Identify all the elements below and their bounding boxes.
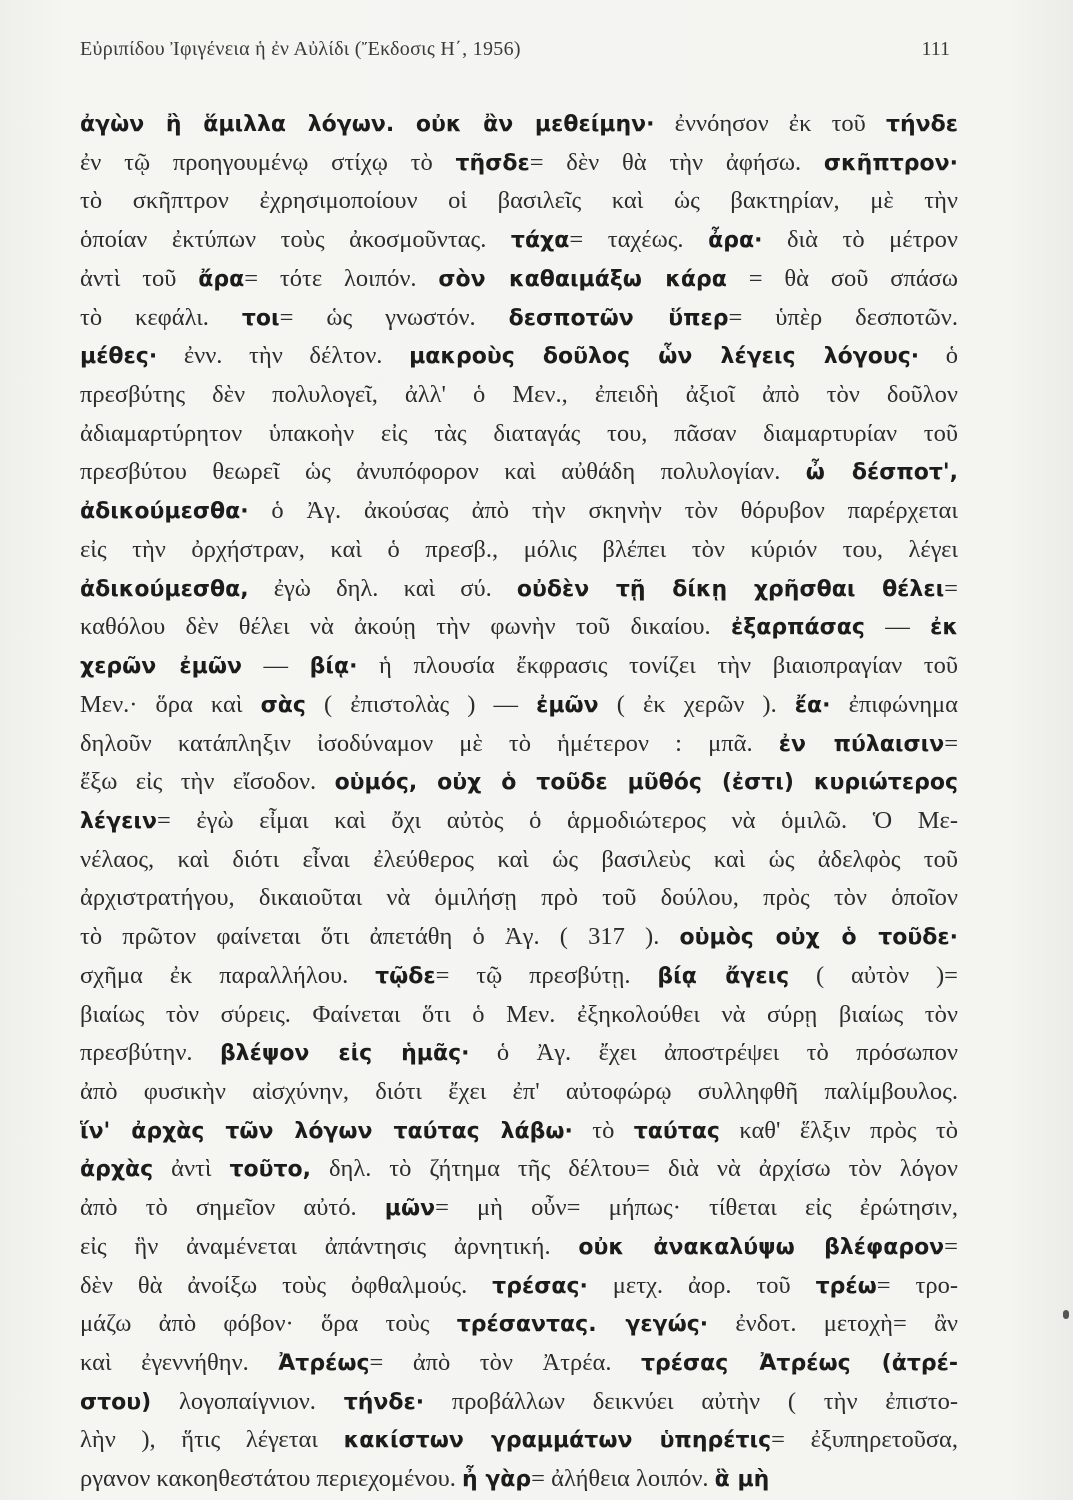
lemma-term: τῷδε xyxy=(375,963,436,989)
text-line xyxy=(80,1383,958,1422)
gloss-text: ἐνν. τὴν δέλτον. xyxy=(157,342,410,370)
gloss-text: πρεσβύτης δὲν πολυλογεῖ, ἀλλ' ὁ Μεν., ἐπειδὴ ἀξιοῖ ἀπὸ τὸν δοῦλον xyxy=(80,381,958,409)
lemma-term: τοι xyxy=(241,305,280,331)
text-line xyxy=(80,1150,958,1189)
gloss-text: = ὡς γνωστόν. xyxy=(279,303,509,331)
lemma-term: χερῶν ἐμῶν xyxy=(80,654,242,680)
gloss-text: δηλοῦν κατάπληξιν ἰσοδύναμον μὲ τὸ ἡμέτερον : μπᾶ. xyxy=(80,729,779,757)
lemma-term: ὦ δέσποτ', xyxy=(805,460,958,486)
text-line xyxy=(80,1034,958,1073)
lemma-term: ταύτας xyxy=(633,1118,720,1144)
text-line xyxy=(80,1344,958,1383)
gloss-text: ἀντὶ xyxy=(153,1155,230,1183)
gloss-text: μάζω ἀπὸ φόβον· ὅρα τοὺς xyxy=(80,1310,457,1338)
text-line xyxy=(80,802,958,841)
gloss-text: ργανον κακοηθεστάτου περιεχομένου. xyxy=(80,1465,462,1493)
lemma-term: ἔα· xyxy=(794,692,831,718)
lemma-term: ἀγὼν ἢ ἅμιλλα λόγων. οὐκ ἂν μεθείμην· xyxy=(80,112,655,137)
text-line xyxy=(80,918,958,957)
gloss-text: ἡ πλουσία ἔκφρασις τονίζει τὴν βιαιοπραγίαν τοῦ xyxy=(357,652,958,680)
gloss-text: = xyxy=(944,729,958,757)
gloss-text: = ταχέως. xyxy=(569,226,709,254)
gloss-text: ( αὐτὸν )= xyxy=(789,961,958,989)
gloss-text: τὸ κεφάλι. xyxy=(80,303,242,331)
lemma-term: ἐμῶν xyxy=(536,692,599,718)
gloss-text: τὸ xyxy=(572,1116,634,1144)
running-head: Εὐριπίδου Ἰφιγένεια ἡ ἐν Αὐλίδι (Ἔκδοσις Η΄, 1956) xyxy=(80,38,521,60)
lemma-term: ἦ γὰρ xyxy=(462,1467,532,1493)
text-line xyxy=(80,763,958,802)
lemma-term: τῆσδε xyxy=(455,150,530,176)
gloss-text: ὁ Ἀγ. ἀκούσας ἀπὸ τὴν σκηνὴν τὸν θόρυβον παρέρχεται xyxy=(248,497,958,525)
lemma-term: κακίστων γραμμάτων ὑπηρέτις xyxy=(343,1428,772,1454)
text-line xyxy=(80,376,958,415)
gloss-text: = ἐγὼ εἶμαι καὶ ὄχι αὐτὸς ὁ ἁρμοδιώτερος νὰ ὁμιλῶ. Ὁ Με- xyxy=(156,806,958,834)
lemma-term: λέγειν xyxy=(80,808,157,834)
text-line xyxy=(80,144,958,183)
gloss-text: = δὲν θὰ τὴν ἀφήσω. xyxy=(529,148,824,176)
text-line xyxy=(80,1189,958,1228)
text-line xyxy=(80,453,958,492)
lemma-term: βίᾳ· xyxy=(309,654,358,680)
text-line xyxy=(80,570,958,609)
gloss-text: ὁποίαν ἐκτύπων τοὺς ἀκοσμοῦντας. xyxy=(80,226,511,254)
gloss-text: ἐννόησον ἐκ τοῦ xyxy=(654,110,886,137)
text-line xyxy=(80,1305,958,1344)
lemma-term: ἀδικούμεσθα· xyxy=(80,499,249,525)
gloss-text: σχῆμα ἐκ παραλλήλου. xyxy=(80,961,376,989)
gloss-text: ἀπὸ τὸ σημεῖον αὐτό. xyxy=(80,1194,385,1222)
gloss-text: = ἐξυπηρετοῦσα, xyxy=(771,1426,958,1454)
gloss-text: καθόλου δὲν θέλει νὰ ἀκούῃ τὴν φωνὴν τοῦ δικαίου. xyxy=(80,613,732,641)
gloss-text: ἔξω εἰς τὴν εἴσοδον. xyxy=(80,768,335,796)
gloss-text: ἐνδοτ. μετοχὴ= ἂν xyxy=(708,1310,958,1338)
text-line xyxy=(80,105,958,144)
lemma-term: ἀρχὰς xyxy=(80,1157,154,1183)
commentary-text xyxy=(80,105,958,1499)
lemma-term: δεσποτῶν ὕπερ xyxy=(508,305,729,331)
gloss-text: διὰ τὸ μέτρον xyxy=(762,226,958,254)
lemma-term: στου) xyxy=(80,1389,152,1415)
text-line xyxy=(80,1267,958,1306)
text-line xyxy=(80,415,958,454)
text-line xyxy=(80,686,958,725)
lemma-term: τάχα xyxy=(510,228,570,254)
lemma-term: τήνδε· xyxy=(343,1389,425,1415)
gloss-text: = θὰ σοῦ σπάσω xyxy=(726,264,958,292)
gloss-text: = τρο- xyxy=(876,1271,958,1299)
lemma-term: ἄρα xyxy=(198,266,245,292)
lemma-term: οὐδὲν τῇ δίκῃ χρῆσθαι θέλει xyxy=(516,576,945,602)
gloss-text: πρεσβύτην. xyxy=(80,1039,220,1067)
gloss-text: λὴν ), ἥτις λέγεται xyxy=(80,1426,344,1454)
gloss-text: — xyxy=(241,652,310,680)
lemma-term: ἵν' ἀρχὰς τῶν λόγων ταύτας λάβω· xyxy=(80,1118,573,1144)
page-header xyxy=(80,30,950,70)
text-line xyxy=(80,1421,958,1460)
text-line xyxy=(80,647,958,686)
gloss-text: Μεν.· ὅρα καὶ xyxy=(80,690,261,718)
gloss-text: = μὴ οὖν= μήπως· τίθεται εἰς ἐρώτησιν, xyxy=(435,1194,958,1222)
gloss-text: νέλαος, καὶ διότι εἶναι ἐλεύθερος καὶ ὡς βασιλεὺς καὶ ὡς ἀδελφὸς τοῦ xyxy=(80,845,958,873)
lemma-term: σὰς xyxy=(260,692,306,718)
lemma-term: Ἀτρέως xyxy=(278,1351,370,1376)
lemma-term: τρέσας Ἀτρέως (ἀτρέ- xyxy=(641,1351,958,1376)
lemma-term: σὸν καθαιμάξω κάρα xyxy=(438,266,727,292)
gloss-text: ὁ Ἀγ. ἔχει ἀποστρέψει τὸ πρόσωπον xyxy=(469,1039,958,1067)
gloss-text: ἀντὶ τοῦ xyxy=(80,264,199,292)
lemma-term: τοῦτο, xyxy=(229,1157,312,1183)
gloss-text: ἀρχιστρατήγου, δικαιοῦται νὰ ὁμιλήσῃ πρὸ τοῦ δούλου, πρὸς τὸν ὁποῖον xyxy=(80,884,958,912)
lemma-term: οὑμὸς οὐχ ὁ τοῦδε· xyxy=(679,925,958,951)
lemma-term: σκῆπτρον· xyxy=(823,150,958,176)
lemma-term: τρέω xyxy=(815,1273,877,1299)
text-line xyxy=(80,996,958,1035)
gloss-text: εἰς τὴν ὀρχήστραν, καὶ ὁ πρεσβ., μόλις βλέπει τὸν κύριόν του, λέγει xyxy=(80,535,958,563)
text-line xyxy=(80,841,958,880)
gloss-text: μετχ. ἀορ. τοῦ xyxy=(587,1271,816,1299)
scan-speck xyxy=(1063,1310,1069,1319)
lemma-term: βλέψον εἰς ἡμᾶς· xyxy=(219,1041,470,1067)
lemma-term: μῶν xyxy=(384,1196,436,1222)
text-line xyxy=(80,1112,958,1151)
text-line xyxy=(80,725,958,764)
gloss-text: τὸ πρῶτον φαίνεται ὅτι ἀπετάθη ὁ Ἀγ. ( 317 ). xyxy=(80,923,680,951)
text-line xyxy=(80,492,958,531)
text-line xyxy=(80,608,958,647)
gloss-text: ὁ xyxy=(919,342,958,370)
lemma-term: ἐξαρπάσας xyxy=(731,615,865,641)
gloss-text: λογοπαίγνιον. xyxy=(151,1387,344,1415)
text-line xyxy=(80,1073,958,1112)
lemma-term: τρέσας· xyxy=(492,1273,588,1299)
gloss-text: ἐπιφώνημα xyxy=(830,690,958,718)
gloss-text: = τῷ πρεσβύτῃ. xyxy=(435,961,658,989)
text-line xyxy=(80,531,958,570)
gloss-text: δηλ. τὸ ζήτημα τῆς δέλτου= διὰ νὰ ἀρχίσω τὸν λόγον xyxy=(311,1155,958,1183)
gloss-text: ἐγὼ δηλ. καὶ σύ. xyxy=(248,574,517,602)
lemma-term: οὑμός, οὐχ ὁ τοῦδε μῦθός (ἐστι) κυριώτερος xyxy=(334,770,958,796)
text-line xyxy=(80,182,958,221)
gloss-text: καὶ ἐγεννήθην. xyxy=(80,1349,279,1376)
lemma-term: ἃ μὴ xyxy=(714,1467,770,1493)
gloss-text: ( ἐκ χερῶν ). xyxy=(598,690,795,718)
text-line xyxy=(80,879,958,918)
gloss-text: ἀπὸ φυσικὴν αἰσχύνην, διότι ἔχει ἐπ' αὐτοφώρῳ συλληφθῆ παλίμβουλος. xyxy=(80,1077,958,1105)
lemma-term: τήνδε xyxy=(885,112,958,137)
gloss-text: — xyxy=(864,613,931,641)
lemma-term: οὐκ ἀνακαλύψω βλέφαρον xyxy=(578,1234,945,1260)
lemma-term: βίᾳ ἄγεις xyxy=(657,963,790,989)
gloss-text: τὸ σκῆπτρον ἐχρησιμοποίουν οἱ βασιλεῖς καὶ ὡς βακτηρίαν, μὲ τὴν xyxy=(80,187,958,215)
gloss-text: δὲν θὰ ἀνοίξω τοὺς ὀφθαλμούς. xyxy=(80,1271,493,1299)
gloss-text: = τότε λοιπόν. xyxy=(244,264,439,292)
text-line xyxy=(80,260,958,299)
gloss-text: πρεσβύτου θεωρεῖ ὡς ἀνυπόφορον καὶ αὐθάδη πολυλογίαν. xyxy=(80,458,806,486)
gloss-text: ἀδιαμαρτύρητον ὑπακοὴν εἰς τὰς διαταγάς του, πᾶσαν διαμαρτυρίαν τοῦ xyxy=(80,419,958,447)
text-line xyxy=(80,337,958,376)
gloss-text: = ἀλήθεια λοιπόν. xyxy=(531,1465,715,1493)
gloss-text: καθ' ἕλξιν πρὸς τὸ xyxy=(719,1116,958,1144)
lemma-term: μακροὺς δοῦλος ὧν λέγεις λόγους· xyxy=(409,344,920,370)
text-line xyxy=(80,221,958,260)
text-line xyxy=(80,1228,958,1267)
gloss-text: = xyxy=(944,574,958,602)
gloss-text: = xyxy=(944,1232,958,1260)
lemma-term: τρέσαντας. γεγώς· xyxy=(456,1312,709,1338)
gloss-text: βιαίως τὸν σύρεις. Φαίνεται ὅτι ὁ Μεν. ἐξηκολούθει νὰ σύρῃ βιαίως τὸν xyxy=(80,1000,958,1028)
gloss-text: εἰς ἣν ἀναμένεται ἀπάντησις ἀρνητική. xyxy=(80,1232,579,1260)
text-line xyxy=(80,957,958,996)
lemma-term: ἆρα· xyxy=(708,228,763,254)
gloss-text: ( ἐπιστολὰς ) — xyxy=(305,690,537,718)
text-line xyxy=(80,1460,958,1499)
gloss-text: = ἀπὸ τὸν Ἀτρέα. xyxy=(369,1349,642,1376)
lemma-term: ἀδικούμεσθα, xyxy=(80,576,249,602)
gloss-text: προβάλλων δεικνύει αὐτὴν ( τὴν ἐπιστο- xyxy=(424,1387,958,1415)
page-number: 111 xyxy=(921,38,950,60)
lemma-term: ἐκ xyxy=(930,615,958,641)
lemma-term: ἐν πύλαισιν xyxy=(778,731,945,757)
gloss-text: = ὑπὲρ δεσποτῶν. xyxy=(728,303,958,331)
lemma-term: μέθες· xyxy=(80,344,158,370)
text-line xyxy=(80,299,958,338)
gloss-text: ἐν τῷ προηγουμένῳ στίχῳ τὸ xyxy=(80,148,456,176)
